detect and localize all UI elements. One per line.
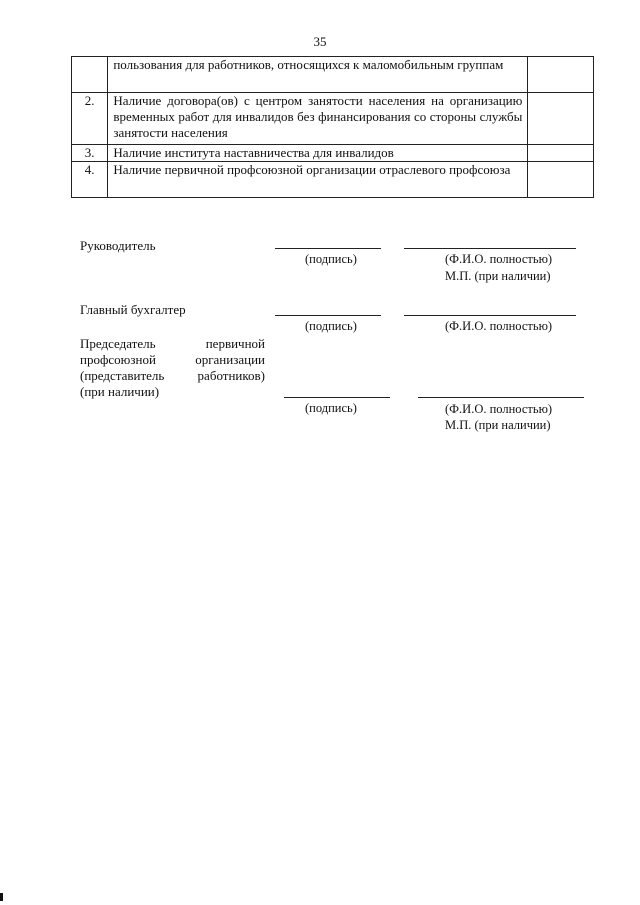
chair-name-caption: (Ф.И.О. полностью)	[445, 402, 553, 416]
chair-label	[80, 336, 265, 400]
value-cell	[528, 145, 594, 162]
row-number	[72, 57, 108, 93]
row-number: 2.	[72, 93, 108, 145]
table-row	[72, 93, 594, 145]
chair-sign-line	[284, 397, 390, 398]
row-text: Наличие института наставничества для инвалидов	[108, 145, 528, 162]
chair-name-line	[418, 397, 584, 398]
head-name-line	[404, 248, 576, 249]
table-row	[72, 162, 594, 198]
value-cell	[528, 162, 594, 198]
page-number: 35	[313, 34, 327, 49]
chair-label-line: профсоюзной организации	[80, 352, 265, 367]
accountant-label: Главный бухгалтер	[80, 302, 186, 317]
accountant-name-line	[404, 315, 576, 316]
row-text: Наличие первичной профсоюзной организации отраслевого профсоюза	[108, 162, 528, 198]
table-row	[72, 57, 594, 93]
chair-label-line: (представитель работников)	[80, 368, 265, 383]
head-seal-caption: М.П. (при наличии)	[445, 269, 551, 283]
head-label: Руководитель	[80, 238, 156, 253]
row-text: пользования для работников, относящихся к маломобильным группам	[108, 57, 528, 93]
row-number: 4.	[72, 162, 108, 198]
accountant-sign-caption: (подпись)	[305, 319, 357, 333]
head-sign-line	[275, 248, 381, 249]
accountant-name-caption: (Ф.И.О. полностью)	[445, 319, 553, 333]
chair-sign-caption: (подпись)	[305, 401, 357, 415]
table-row	[72, 145, 594, 162]
row-text: Наличие договора(ов) с центром занятости населения на организацию временных работ для инвалидов без финансирования со стороны службы занятости населения	[108, 93, 528, 145]
value-cell	[528, 93, 594, 145]
row-number: 3.	[72, 145, 108, 162]
head-name-caption: (Ф.И.О. полностью)	[445, 252, 553, 266]
chair-label-line: (при наличии)	[80, 384, 160, 399]
chair-label-line: Председатель первичной	[80, 336, 265, 351]
head-sign-caption: (подпись)	[305, 252, 357, 266]
accountant-sign-line	[275, 315, 381, 316]
criteria-table	[71, 56, 594, 198]
scan-mark	[0, 893, 3, 901]
chair-seal-caption: М.П. (при наличии)	[445, 418, 551, 432]
value-cell	[528, 57, 594, 93]
